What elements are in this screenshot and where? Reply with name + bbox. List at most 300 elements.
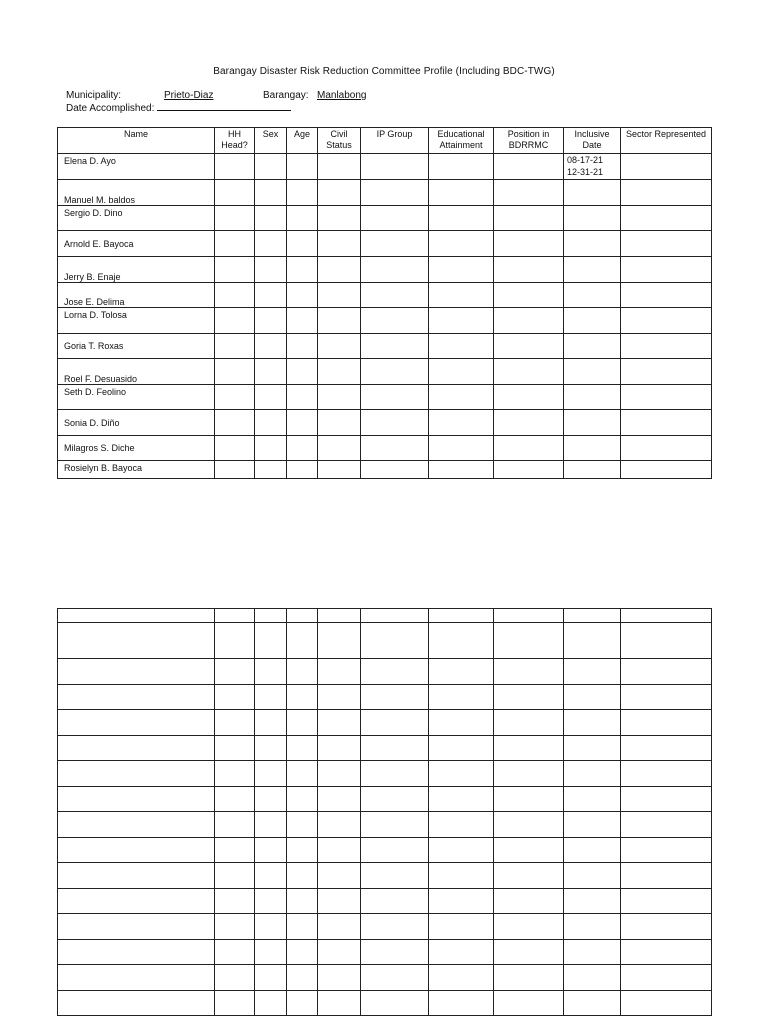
age-cell[interactable]	[287, 231, 318, 257]
blank-table-row	[58, 863, 712, 889]
blank-cell[interactable]	[494, 812, 564, 838]
blank-cell[interactable]	[255, 787, 287, 812]
blank-cell[interactable]	[318, 736, 361, 761]
sector-cell[interactable]	[621, 180, 712, 206]
blank-cell[interactable]	[255, 812, 287, 838]
member-name-cell[interactable]: Lorna D. Tolosa	[58, 308, 215, 334]
blank-cell[interactable]	[58, 889, 215, 914]
blank-cell[interactable]	[621, 736, 712, 761]
blank-cell[interactable]	[494, 710, 564, 736]
blank-cell[interactable]	[361, 863, 429, 889]
blank-cell[interactable]	[361, 710, 429, 736]
blank-cell[interactable]	[318, 889, 361, 914]
ip-group-cell[interactable]	[361, 206, 429, 231]
inclusive-date-cell[interactable]	[564, 257, 621, 283]
blank-cell[interactable]	[255, 991, 287, 1016]
position-cell[interactable]	[494, 385, 564, 410]
civil-status-cell[interactable]	[318, 308, 361, 334]
blank-cell[interactable]	[255, 889, 287, 914]
hh-head-cell[interactable]	[215, 257, 255, 283]
column-header-age: Age	[287, 128, 318, 154]
ip-group-cell[interactable]	[361, 334, 429, 359]
inclusive-date-cell[interactable]	[564, 461, 621, 479]
member-name-cell[interactable]: Manuel M. baldos	[58, 180, 215, 206]
hh-head-cell[interactable]	[215, 410, 255, 436]
ip-group-cell[interactable]	[361, 231, 429, 257]
education-cell[interactable]	[429, 154, 494, 180]
blank-cell[interactable]	[361, 623, 429, 659]
sex-cell[interactable]	[255, 180, 287, 206]
education-cell[interactable]	[429, 436, 494, 461]
blank-cell[interactable]	[361, 965, 429, 991]
blank-cell[interactable]	[564, 685, 621, 710]
blank-cell[interactable]	[429, 838, 494, 863]
blank-cell[interactable]	[255, 609, 287, 623]
blank-cell[interactable]	[255, 914, 287, 940]
member-name-cell[interactable]: Jose E. Delima	[58, 283, 215, 308]
blank-cell[interactable]	[287, 965, 318, 991]
age-cell[interactable]	[287, 359, 318, 385]
blank-cell[interactable]	[361, 889, 429, 914]
blank-cell[interactable]	[361, 838, 429, 863]
blank-cell[interactable]	[318, 685, 361, 710]
member-name-cell[interactable]: Sergio D. Dino	[58, 206, 215, 231]
education-cell[interactable]	[429, 334, 494, 359]
blank-cell[interactable]	[58, 736, 215, 761]
blank-cell[interactable]	[215, 940, 255, 965]
blank-cell[interactable]	[564, 991, 621, 1016]
member-name-cell[interactable]: Seth D. Feolino	[58, 385, 215, 410]
blank-cell[interactable]	[58, 812, 215, 838]
blank-cell[interactable]	[58, 710, 215, 736]
position-cell[interactable]	[494, 154, 564, 180]
inclusive-date-cell[interactable]	[564, 385, 621, 410]
blank-cell[interactable]	[494, 838, 564, 863]
blank-cell[interactable]	[494, 991, 564, 1016]
blank-cell[interactable]	[494, 761, 564, 787]
sector-cell[interactable]	[621, 257, 712, 283]
blank-cell[interactable]	[621, 609, 712, 623]
position-cell[interactable]	[494, 257, 564, 283]
inclusive-date-cell[interactable]	[564, 308, 621, 334]
blank-cell[interactable]	[429, 710, 494, 736]
blank-cell[interactable]	[564, 761, 621, 787]
blank-cell[interactable]	[255, 761, 287, 787]
position-cell[interactable]	[494, 206, 564, 231]
table-row	[58, 283, 712, 308]
blank-cell[interactable]	[429, 787, 494, 812]
blank-cell[interactable]	[255, 940, 287, 965]
blank-cell[interactable]	[318, 710, 361, 736]
blank-cell[interactable]	[287, 710, 318, 736]
blank-cell[interactable]	[621, 991, 712, 1016]
age-cell[interactable]	[287, 461, 318, 479]
blank-cell[interactable]	[287, 940, 318, 965]
civil-status-cell[interactable]	[318, 257, 361, 283]
blank-cell[interactable]	[494, 863, 564, 889]
blank-cell[interactable]	[429, 761, 494, 787]
blank-cell[interactable]	[318, 914, 361, 940]
position-cell[interactable]	[494, 283, 564, 308]
sex-cell[interactable]	[255, 461, 287, 479]
inclusive-date-cell[interactable]	[564, 231, 621, 257]
hh-head-cell[interactable]	[215, 180, 255, 206]
education-cell[interactable]	[429, 283, 494, 308]
blank-cell[interactable]	[318, 812, 361, 838]
blank-cell[interactable]	[621, 685, 712, 710]
blank-cell[interactable]	[361, 609, 429, 623]
blank-cell[interactable]	[361, 685, 429, 710]
blank-cell[interactable]	[287, 609, 318, 623]
blank-cell[interactable]	[287, 623, 318, 659]
sex-cell[interactable]	[255, 206, 287, 231]
sex-cell[interactable]	[255, 154, 287, 180]
position-cell[interactable]	[494, 461, 564, 479]
blank-cell[interactable]	[564, 736, 621, 761]
inclusive-date-cell[interactable]	[564, 154, 621, 180]
blank-cell[interactable]	[215, 787, 255, 812]
blank-cell[interactable]	[361, 914, 429, 940]
blank-cell[interactable]	[215, 889, 255, 914]
hh-head-cell[interactable]	[215, 461, 255, 479]
education-cell[interactable]	[429, 257, 494, 283]
blank-cell[interactable]	[621, 863, 712, 889]
blank-cell[interactable]	[287, 889, 318, 914]
blank-cell[interactable]	[318, 965, 361, 991]
ip-group-cell[interactable]	[361, 436, 429, 461]
blank-cell[interactable]	[621, 659, 712, 685]
blank-cell[interactable]	[564, 940, 621, 965]
blank-cell[interactable]	[255, 685, 287, 710]
position-cell[interactable]	[494, 180, 564, 206]
blank-cell[interactable]	[564, 838, 621, 863]
sector-cell[interactable]	[621, 436, 712, 461]
hh-head-cell[interactable]	[215, 334, 255, 359]
blank-cell[interactable]	[318, 838, 361, 863]
member-name-cell[interactable]: Goria T. Roxas	[58, 334, 215, 359]
blank-cell[interactable]	[58, 659, 215, 685]
blank-cell[interactable]	[494, 889, 564, 914]
blank-cell[interactable]	[215, 736, 255, 761]
ip-group-cell[interactable]	[361, 283, 429, 308]
sex-cell[interactable]	[255, 231, 287, 257]
civil-status-cell[interactable]	[318, 231, 361, 257]
blank-cell[interactable]	[494, 736, 564, 761]
blank-cell[interactable]	[255, 659, 287, 685]
ip-group-cell[interactable]	[361, 154, 429, 180]
blank-cell[interactable]	[215, 965, 255, 991]
civil-status-cell[interactable]	[318, 334, 361, 359]
blank-cell[interactable]	[564, 623, 621, 659]
blank-cell[interactable]	[429, 991, 494, 1016]
age-cell[interactable]	[287, 206, 318, 231]
member-name-cell[interactable]: Roel F. Desuasido	[58, 359, 215, 385]
education-cell[interactable]	[429, 180, 494, 206]
blank-cell[interactable]	[621, 838, 712, 863]
education-cell[interactable]	[429, 385, 494, 410]
education-cell[interactable]	[429, 461, 494, 479]
inclusive-date-cell[interactable]	[564, 436, 621, 461]
member-name-cell[interactable]: Arnold E. Bayoca	[58, 231, 215, 257]
sex-cell[interactable]	[255, 436, 287, 461]
blank-cell[interactable]	[494, 965, 564, 991]
blank-cell[interactable]	[361, 812, 429, 838]
blank-cell[interactable]	[621, 889, 712, 914]
blank-cell[interactable]	[215, 812, 255, 838]
member-name-cell[interactable]: Sonia D. Diño	[58, 410, 215, 436]
blank-cell[interactable]	[58, 609, 215, 623]
blank-cell[interactable]	[287, 736, 318, 761]
ip-group-cell[interactable]	[361, 257, 429, 283]
blank-cell[interactable]	[215, 609, 255, 623]
blank-cell[interactable]	[621, 965, 712, 991]
blank-cell[interactable]	[621, 710, 712, 736]
blank-cell[interactable]	[215, 685, 255, 710]
blank-cell[interactable]	[494, 685, 564, 710]
blank-table-row	[58, 812, 712, 838]
blank-cell[interactable]	[429, 609, 494, 623]
sex-cell[interactable]	[255, 385, 287, 410]
hh-head-cell[interactable]	[215, 308, 255, 334]
sector-cell[interactable]	[621, 410, 712, 436]
inclusive-date-cell[interactable]	[564, 283, 621, 308]
blank-cell[interactable]	[564, 710, 621, 736]
inclusive-date-cell[interactable]	[564, 180, 621, 206]
blank-cell[interactable]	[58, 838, 215, 863]
blank-cell[interactable]	[621, 623, 712, 659]
blank-cell[interactable]	[361, 761, 429, 787]
blank-cell[interactable]	[318, 787, 361, 812]
blank-cell[interactable]	[564, 659, 621, 685]
blank-cell[interactable]	[621, 761, 712, 787]
blank-cell[interactable]	[621, 812, 712, 838]
hh-head-cell[interactable]	[215, 206, 255, 231]
blank-cell[interactable]	[215, 761, 255, 787]
inclusive-date-cell[interactable]	[564, 334, 621, 359]
blank-cell[interactable]	[58, 991, 215, 1016]
blank-cell[interactable]	[287, 838, 318, 863]
hh-head-cell[interactable]	[215, 385, 255, 410]
sector-cell[interactable]	[621, 154, 712, 180]
blank-cell[interactable]	[287, 659, 318, 685]
blank-cell[interactable]	[494, 609, 564, 623]
age-cell[interactable]	[287, 334, 318, 359]
ip-group-cell[interactable]	[361, 385, 429, 410]
blank-cell[interactable]	[318, 991, 361, 1016]
blank-cell[interactable]	[215, 838, 255, 863]
position-cell[interactable]	[494, 334, 564, 359]
blank-cell[interactable]	[361, 659, 429, 685]
blank-table-row	[58, 659, 712, 685]
inclusive-date-value: 08-17-21	[567, 155, 604, 165]
ip-group-cell[interactable]	[361, 359, 429, 385]
blank-cell[interactable]	[287, 914, 318, 940]
inclusive-date-cell[interactable]	[564, 359, 621, 385]
blank-cell[interactable]	[215, 623, 255, 659]
blank-cell[interactable]	[318, 761, 361, 787]
blank-cell[interactable]	[287, 991, 318, 1016]
civil-status-cell[interactable]	[318, 206, 361, 231]
age-cell[interactable]	[287, 436, 318, 461]
ip-group-cell[interactable]	[361, 410, 429, 436]
sex-cell[interactable]	[255, 257, 287, 283]
blank-cell[interactable]	[287, 685, 318, 710]
blank-table-row	[58, 736, 712, 761]
education-cell[interactable]	[429, 359, 494, 385]
blank-cell[interactable]	[564, 965, 621, 991]
ip-group-cell[interactable]	[361, 308, 429, 334]
blank-cell[interactable]	[564, 812, 621, 838]
hh-head-cell[interactable]	[215, 436, 255, 461]
hh-head-cell[interactable]	[215, 359, 255, 385]
education-cell[interactable]	[429, 410, 494, 436]
civil-status-cell[interactable]	[318, 283, 361, 308]
blank-cell[interactable]	[564, 889, 621, 914]
age-cell[interactable]	[287, 180, 318, 206]
sex-cell[interactable]	[255, 283, 287, 308]
civil-status-cell[interactable]	[318, 154, 361, 180]
blank-cell[interactable]	[564, 914, 621, 940]
table-row	[58, 359, 712, 385]
sex-cell[interactable]	[255, 410, 287, 436]
civil-status-cell[interactable]	[318, 385, 361, 410]
civil-status-cell[interactable]	[318, 359, 361, 385]
blank-cell[interactable]	[429, 940, 494, 965]
sex-cell[interactable]	[255, 308, 287, 334]
civil-status-cell[interactable]	[318, 410, 361, 436]
sector-cell[interactable]	[621, 461, 712, 479]
blank-cell[interactable]	[318, 940, 361, 965]
blank-cell[interactable]	[58, 914, 215, 940]
blank-cell[interactable]	[361, 787, 429, 812]
blank-cell[interactable]	[621, 914, 712, 940]
civil-status-cell[interactable]	[318, 461, 361, 479]
blank-cell[interactable]	[361, 940, 429, 965]
blank-cell[interactable]	[318, 609, 361, 623]
blank-cell[interactable]	[215, 863, 255, 889]
member-name-cell[interactable]: Elena D. Ayo	[58, 154, 215, 180]
hh-head-cell[interactable]	[215, 154, 255, 180]
sector-cell[interactable]	[621, 206, 712, 231]
blank-cell[interactable]	[564, 787, 621, 812]
age-cell[interactable]	[287, 154, 318, 180]
sex-cell[interactable]	[255, 334, 287, 359]
age-cell[interactable]	[287, 410, 318, 436]
civil-status-cell[interactable]	[318, 180, 361, 206]
blank-cell[interactable]	[58, 940, 215, 965]
position-cell[interactable]	[494, 308, 564, 334]
blank-cell[interactable]	[429, 914, 494, 940]
position-cell[interactable]	[494, 359, 564, 385]
blank-cell[interactable]	[58, 787, 215, 812]
hh-head-cell[interactable]	[215, 231, 255, 257]
member-name-cell[interactable]: Milagros S. Diche	[58, 436, 215, 461]
blank-cell[interactable]	[215, 659, 255, 685]
hh-head-cell[interactable]	[215, 283, 255, 308]
sector-cell[interactable]	[621, 334, 712, 359]
blank-cell[interactable]	[287, 761, 318, 787]
blank-cell[interactable]	[429, 623, 494, 659]
blank-cell[interactable]	[429, 812, 494, 838]
blank-cell[interactable]	[255, 710, 287, 736]
age-cell[interactable]	[287, 308, 318, 334]
blank-cell[interactable]	[621, 787, 712, 812]
blank-cell[interactable]	[429, 659, 494, 685]
blank-cell[interactable]	[564, 863, 621, 889]
position-cell[interactable]	[494, 410, 564, 436]
education-cell[interactable]	[429, 231, 494, 257]
blank-cell[interactable]	[429, 889, 494, 914]
blank-cell[interactable]	[58, 965, 215, 991]
position-cell[interactable]	[494, 231, 564, 257]
blank-cell[interactable]	[215, 914, 255, 940]
inclusive-date-cell[interactable]	[564, 410, 621, 436]
blank-cell[interactable]	[564, 609, 621, 623]
blank-cell[interactable]	[494, 914, 564, 940]
age-cell[interactable]	[287, 283, 318, 308]
blank-cell[interactable]	[215, 991, 255, 1016]
blank-cell[interactable]	[58, 685, 215, 710]
blank-cell[interactable]	[287, 863, 318, 889]
blank-cell[interactable]	[58, 623, 215, 659]
blank-cell[interactable]	[318, 659, 361, 685]
blank-cell[interactable]	[494, 659, 564, 685]
blank-cell[interactable]	[361, 736, 429, 761]
blank-cell[interactable]	[494, 940, 564, 965]
member-name-cell[interactable]: Rosielyn B. Bayoca	[58, 461, 215, 479]
blank-cell[interactable]	[429, 736, 494, 761]
blank-cell[interactable]	[58, 863, 215, 889]
education-cell[interactable]	[429, 206, 494, 231]
blank-cell[interactable]	[255, 736, 287, 761]
civil-status-cell[interactable]	[318, 436, 361, 461]
blank-cell[interactable]	[215, 710, 255, 736]
education-cell[interactable]	[429, 308, 494, 334]
blank-cell[interactable]	[255, 623, 287, 659]
blank-cell[interactable]	[287, 787, 318, 812]
blank-cell[interactable]	[287, 812, 318, 838]
blank-cell[interactable]	[255, 863, 287, 889]
ip-group-cell[interactable]	[361, 180, 429, 206]
blank-cell[interactable]	[361, 991, 429, 1016]
blank-cell[interactable]	[429, 965, 494, 991]
age-cell[interactable]	[287, 257, 318, 283]
sex-cell[interactable]	[255, 359, 287, 385]
sector-cell[interactable]	[621, 283, 712, 308]
sector-cell[interactable]	[621, 385, 712, 410]
date-accomplished-field[interactable]	[157, 101, 291, 111]
position-cell[interactable]	[494, 436, 564, 461]
blank-cell[interactable]	[318, 623, 361, 659]
member-name-cell[interactable]: Jerry B. Enaje	[58, 257, 215, 283]
blank-cell[interactable]	[318, 863, 361, 889]
sector-cell[interactable]	[621, 359, 712, 385]
blank-cell[interactable]	[494, 623, 564, 659]
blank-cell[interactable]	[429, 863, 494, 889]
ip-group-cell[interactable]	[361, 461, 429, 479]
blank-cell[interactable]	[621, 940, 712, 965]
blank-cell[interactable]	[255, 838, 287, 863]
age-cell[interactable]	[287, 385, 318, 410]
sector-cell[interactable]	[621, 308, 712, 334]
blank-cell[interactable]	[429, 685, 494, 710]
blank-cell[interactable]	[494, 787, 564, 812]
blank-cell[interactable]	[58, 761, 215, 787]
blank-cell[interactable]	[255, 965, 287, 991]
sector-cell[interactable]	[621, 231, 712, 257]
inclusive-date-cell[interactable]	[564, 206, 621, 231]
column-header-position: Position in BDRRMC	[494, 128, 564, 154]
